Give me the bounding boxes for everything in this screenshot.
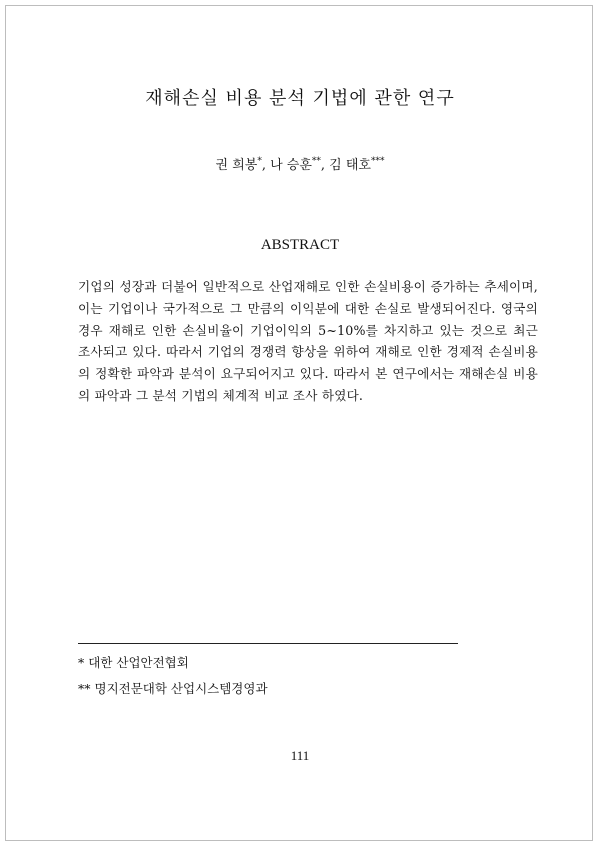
author-mark: *	[257, 156, 262, 167]
author-mark: ***	[370, 156, 385, 167]
author-name: 권 희봉	[215, 158, 258, 173]
footnote-mark: *	[78, 655, 85, 670]
footnote	[78, 653, 189, 671]
footnote	[78, 679, 268, 697]
author-name: 나 승훈	[270, 158, 312, 173]
footnote-divider	[78, 643, 458, 644]
author-name: 김 태호	[329, 158, 371, 173]
page-number: 111	[290, 748, 310, 763]
footnote-text: 명지전문대학 산업시스템경영과	[94, 681, 268, 696]
author-list: 권 희봉*, 나 승훈**, 김 태호***	[215, 156, 385, 173]
abstract-heading: ABSTRACT	[260, 237, 340, 253]
footnote-mark: **	[78, 681, 91, 696]
page-border	[5, 5, 593, 841]
abstract-body: 기업의 성장과 더불어 일반적으로 산업재해로 인한 손실비용이 증가하는 추세이며, 이는 기업이나 국가적으로 그 만큼의 이익분에 대한 손실로 발생되어진다. 영국의 경우 재해로 인한 손실비율이 기업이익의 5~10%를 차지하고 있는 것으로 최근 조사되고 있다. 따라서 기업의 경쟁력 향상을 위하여 재해로 인한 경제적 손실비용의 정확한 파악과 분석이 요구되어지고 있다. 따라서 본 연구에서는 재해손실 비용의 파악과 그 분석 기법의 체계적 비교 조사 하였다.	[78, 279, 538, 403]
footnote-text: 대한 산업안전협회	[88, 655, 189, 670]
author-mark: **	[311, 156, 321, 167]
paper-title: 재해손실 비용 분석 기법에 관한 연구	[145, 88, 455, 109]
